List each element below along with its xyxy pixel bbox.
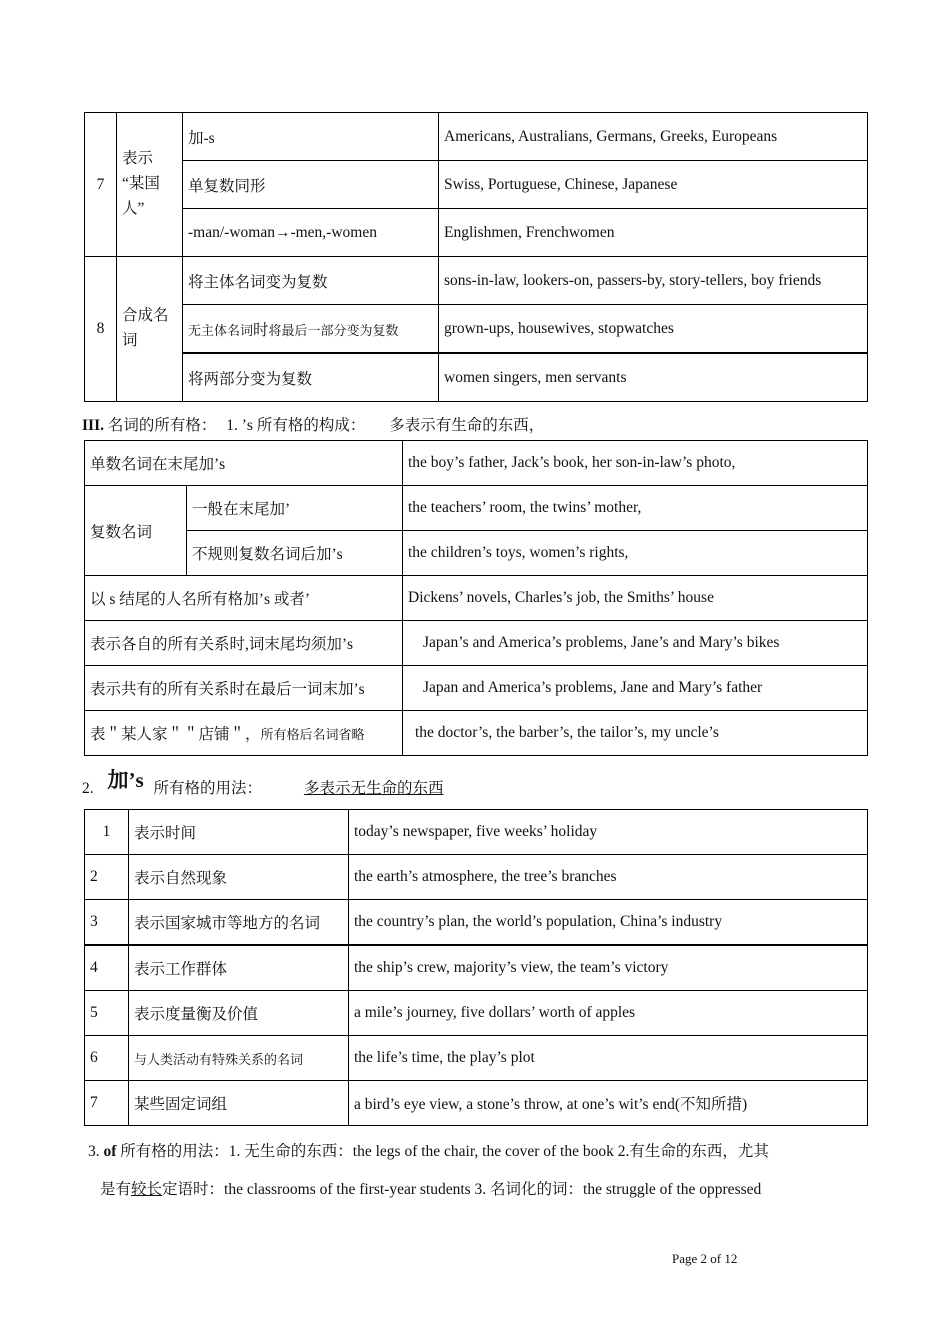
examples-cell: Dickens’ novels, Charles’s job, the Smiths’ house [403,576,868,621]
usage-cell: 某些固定词组 [129,1081,349,1126]
row-number: 4 [85,945,129,991]
category-cell: 表示 “某国 人” [117,113,183,257]
section-heading [82,770,443,800]
of-text: 所有格的用法：1. 无生命的东西：the legs of the chair, the cover of the book 2.有生命的东西，尤其 [120,1143,769,1160]
rule-cell: 加-s [183,113,439,161]
section-number: 2. [82,780,94,797]
examples-cell: the children’s toys, women’s rights, [403,531,868,576]
rule-cell: -man/-woman→-men,-women [183,209,439,257]
rule-part: 时 [253,321,269,339]
rule-cell: 单数名词在末尾加’s [85,441,403,486]
row-number: 2 [85,855,129,900]
examples-cell: the doctor’s, the barber’s, the tailor’s, my uncle’s [403,711,868,756]
examples-cell: Englishmen, Frenchwomen [439,209,868,257]
section-number: 3. [88,1143,100,1160]
examples-cell: the teachers’ room, the twins’ mother, [403,486,868,531]
rule-cell [183,305,439,354]
usage-cell: 表示国家城市等地方的名词 [129,900,349,946]
rule-cell: 将两部分变为复数 [183,353,439,402]
usage-cell: 表示时间 [129,810,349,855]
section-big-title: 加’s [107,768,144,792]
section-title: 所有格的用法： [153,780,263,797]
plural-table [84,112,868,402]
rule-cell: 不规则复数名词后加’s [187,531,403,576]
rule-cell: 表示共有的所有关系时在最后一词末加’s [85,666,403,711]
rule-cell: 以 s 结尾的人名所有格加’s 或者’ [85,576,403,621]
category-cell: 复数名词 [85,486,187,576]
of-usage-line-1 [88,1139,769,1161]
page-number: Page 2 of 12 [672,1251,738,1266]
examples-cell: a mile’s journey, five dollars’ worth of apples [349,991,868,1036]
rule-cell [85,711,403,756]
possessive-table [84,440,868,756]
rule-cell: 将主体名词变为复数 [183,257,439,305]
of-text: 是有 [100,1181,132,1198]
examples-cell: the ship’s crew, majority’s view, the team’s victory [349,945,868,991]
row-number: 8 [85,257,117,402]
row-number: 7 [85,113,117,257]
row-number: 3 [85,900,129,946]
row-number: 5 [85,991,129,1036]
row-number: 7 [85,1081,129,1126]
section-note: 多表示无生命的东西 [303,780,444,797]
row-number: 1 [85,810,129,855]
usage-cell: 与人类活动有特殊关系的名词 [129,1036,349,1081]
examples-cell: today’s newspaper, five weeks’ holiday [349,810,868,855]
rule-part: 无主体名词 [188,322,254,338]
examples-cell: Americans, Australians, Germans, Greeks, Europeans [439,113,868,161]
row-number: 6 [85,1036,129,1081]
examples-cell: sons-in-law, lookers-on, passers-by, story-tellers, boy friends [439,257,868,305]
examples-cell: Japan and America’s problems, Jane and Mary’s father [403,666,868,711]
of-text-underlined: 较长 [131,1181,163,1198]
examples-cell: Swiss, Portuguese, Chinese, Japanese [439,161,868,209]
rule-part: 所有格后名词省略 [260,727,365,742]
rule-cell: 一般在末尾加’ [187,486,403,531]
examples-cell: Japan’s and America’s problems, Jane’s and Mary’s bikes [403,621,868,666]
examples-cell: women singers, men servants [439,353,868,402]
section-title: 名词的所有格： [107,417,217,434]
section-heading [82,413,544,435]
usage-cell: 表示度量衡及价值 [129,991,349,1036]
examples-cell: the boy’s father, Jack’s book, her son-in-law’s photo, [403,441,868,486]
section-subtitle: 1. ’s 所有格的构成： [226,417,366,434]
rule-part: 表＂某人家＂＂店铺＂， [90,726,261,743]
examples-cell: grown-ups, housewives, stopwatches [439,305,868,354]
examples-cell: the country’s plan, the world’s population, China’s industry [349,900,868,946]
category-cell: 合成名 词 [117,257,183,402]
of-text: 定语时：the classrooms of the first-year students 3. 名词化的词：the struggle of the oppressed [162,1181,762,1198]
of-keyword: of [103,1143,117,1160]
section-note: 多表示有生命的东西， [389,417,545,434]
usage-table [84,809,868,1126]
rule-part: 将最后一部分变为复数 [268,322,399,338]
section-label: III. [82,417,104,434]
examples-cell: the life’s time, the play’s plot [349,1036,868,1081]
rule-cell: 单复数同形 [183,161,439,209]
usage-cell: 表示工作群体 [129,945,349,991]
examples-cell: the earth’s atmosphere, the tree’s branches [349,855,868,900]
of-usage-line-2 [100,1177,761,1199]
usage-cell: 表示自然现象 [129,855,349,900]
examples-cell: a bird’s eye view, a stone’s throw, at one’s wit’s end(不知所措) [349,1081,868,1126]
rule-cell: 表示各自的所有关系时,词末尾均须加’s [85,621,403,666]
